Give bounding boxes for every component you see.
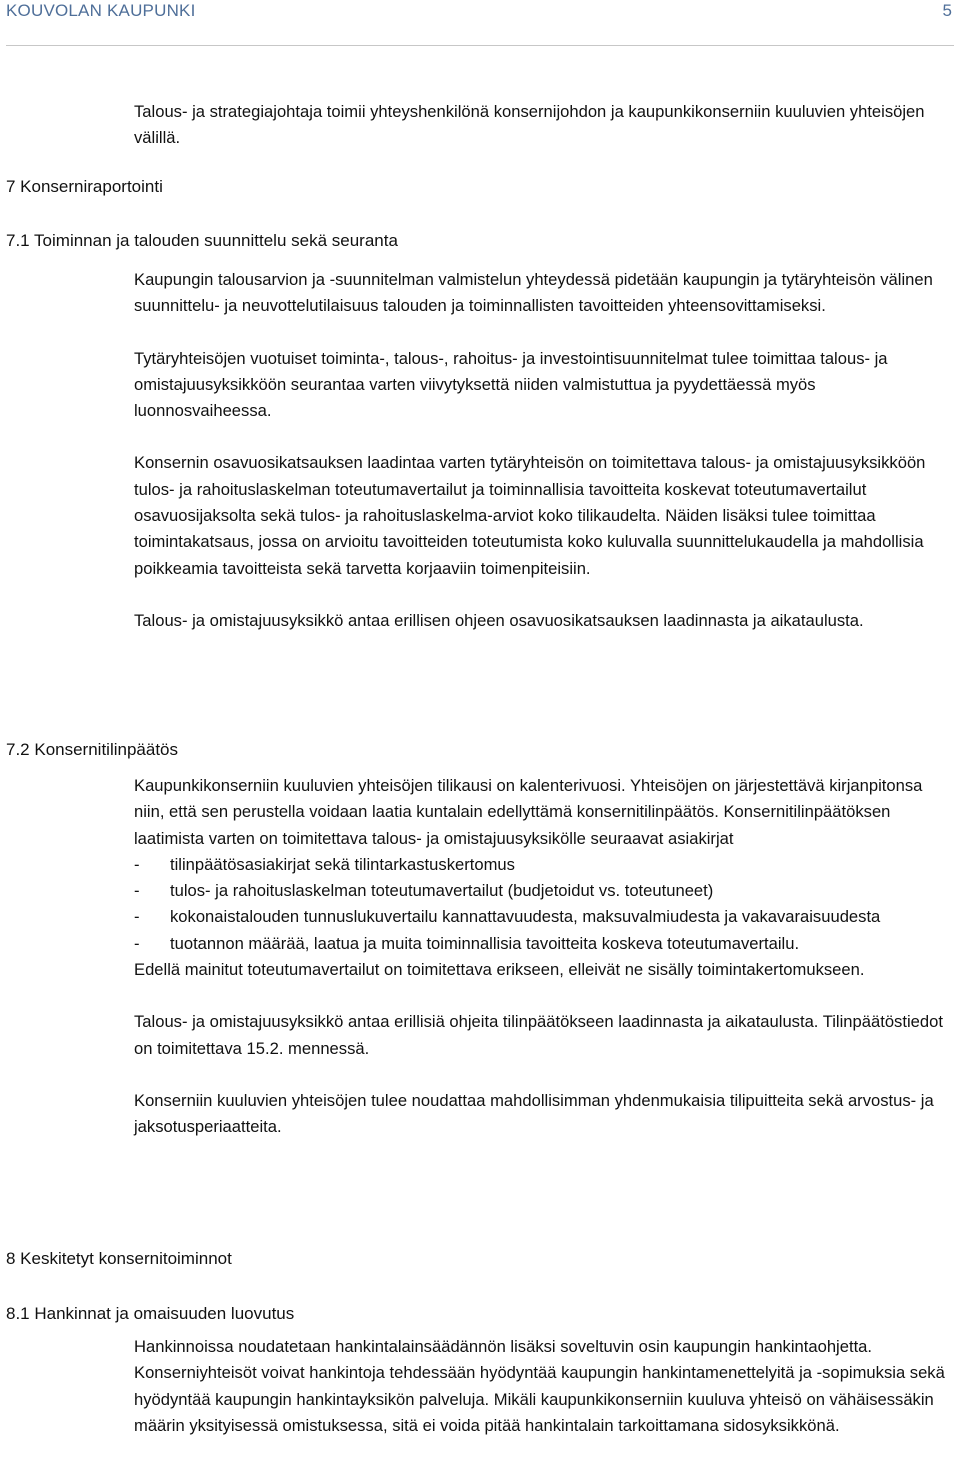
paragraph: Konsernin osavuosikatsauksen laadintaa varten tytäryhteisön on toimitettava talous- ja omistajuusyksikköön tulos- ja rahoituslaskelman toteutumavertailut ja toiminnallisia tavoitteita koskevat toteutumavertailut osavuosijaksolta sekä tulos- ja rahoituslaskelma-arviot koko tilikaudelta. Näiden lisäksi tulee toimittaa toimintakatsaus, jossa on arvioitu tavoitteiden toteutumista koko kuluvalla suunnittelukaudella ja mahdollisia poikkeamia tavoitteista sekä tarvetta korjaaviin toimenpiteisiin. <box>134 453 926 578</box>
paragraph: Edellä mainitut toteutumavertailut on toimitettava erikseen, elleivät ne sisälly toimintakertomukseen. <box>134 960 865 980</box>
list-item: - tilinpäätösasiakirjat sekä tilintarkastuskertomus <box>134 852 949 878</box>
section-heading-8-1: 8.1 Hankinnat ja omaisuuden luovutus <box>6 1304 295 1323</box>
section-heading-8: 8 Keskitetyt konsernitoiminnot <box>6 1249 232 1268</box>
list-item: - kokonaistalouden tunnuslukuvertailu kannattavuudesta, maksuvalmiudesta ja vakavaraisuudesta <box>134 904 949 930</box>
page-number: 5 <box>942 1 952 20</box>
paragraph: Kaupunkikonserniin kuuluvien yhteisöjen tilikausi on kalenterivuosi. Yhteisöjen on järjestettävä kirjanpitonsa niin, että sen perustella voidaan laatia kuntalain edellyttämä konsernitilinpäätös. Konsernitilinpäätöksen laatimista varten on toimitettava talous- ja omistajuusyksikölle seuraavat asiakirjat <box>134 776 923 848</box>
s7-1-body <box>134 267 949 634</box>
section-heading-7-1: 7.1 Toiminnan ja talouden suunnittelu sekä seuranta <box>6 231 398 250</box>
paragraph: Talous- ja omistajuusyksikkö antaa erillisen ohjeen osavuosikatsauksen laadinnasta ja aikataulusta. <box>134 610 864 630</box>
list-item: - tuotannon määrää, laatua ja muita toiminnallisia tavoitteita koskeva toteutumavertailu. <box>134 931 949 957</box>
paragraph: Tytäryhteisöjen vuotuiset toiminta-, talous-, rahoitus- ja investointisuunnitelmat tulee toimittaa talous- ja omistajuusyksikköön seurantaa varten viivytyksettä niiden valmistuttua ja pyydettäessä myös luonnosvaiheessa. <box>134 348 888 421</box>
section-heading-7-2: 7.2 Konsernitilinpäätös <box>6 740 179 759</box>
organization-name: KOUVOLAN KAUPUNKI <box>6 1 196 20</box>
header-divider <box>6 45 954 46</box>
s7-2-body <box>134 773 949 1141</box>
paragraph: Konserniin kuuluvien yhteisöjen tulee noudattaa mahdollisimman yhdenmukaisia tilipuitteita sekä arvostus- ja jaksotusperiaatteita. <box>134 1090 934 1137</box>
paragraph: Kaupungin talousarvion ja -suunnitelman valmistelun yhteydessä pidetään kaupungin ja tytäryhteisön välinen suunnittelu- ja neuvottelutilaisuus talouden ja toiminnallisten tavoitteiden yhteensovittamiseksi. <box>134 270 933 316</box>
intro-paragraph: Talous- ja strategiajohtaja toimii yhteyshenkilönä konsernijohdon ja kaupunkikonserniin kuuluvien yhteisöjen välillä. <box>134 102 925 148</box>
list-item: - tulos- ja rahoituslaskelman toteutumavertailut (budjetoidut vs. toteutuneet) <box>134 878 949 904</box>
section-heading-7: 7 Konserniraportointi <box>6 177 163 196</box>
page-header <box>0 0 960 40</box>
document-list <box>134 852 949 957</box>
s8-1-body: Hankinnoissa noudatetaan hankintalainsäädännön lisäksi soveltuvin osin kaupungin hankintaohjetta. Konserniyhteisöt voivat hankintoja tehdessään hyödyntää kaupungin hankintamenettelyitä ja -sopimuksia sekä hyödyntää kaupungin hankintayksikön palveluja. Mikäli kaupunkikonserniin kuuluva yhteisö on vähäisessäkin määrin yksityisessä omistuksessa, sitä ei voida pitää hankintalain tarkoittamana sidosyksikkönä. <box>134 1337 945 1435</box>
paragraph: Talous- ja omistajuusyksikkö antaa erillisiä ohjeita tilinpäätökseen laadinnasta ja aikataulusta. Tilinpäätöstiedot on toimitettava 15.2. mennessä. <box>134 1012 943 1058</box>
